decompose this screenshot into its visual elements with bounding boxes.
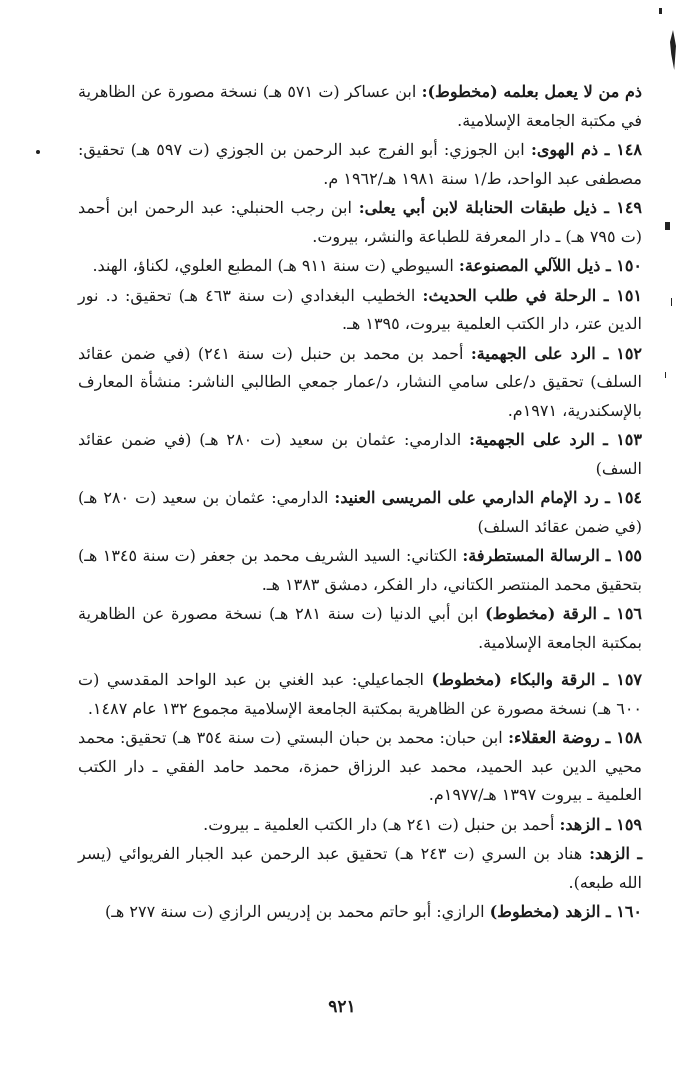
entry-details: أحمد بن محمد بن حنبل (ت سنة ٢٤١) (في ضمن عقائد السلف) تحقيق د/على سامي النشار، د/عمار جمعي الطالبي الناشر: منشأة المعارف بالإسكندرية، ١٩٧١م. — [78, 343, 642, 420]
scan-mark — [659, 8, 662, 14]
entry-title: ـ الزهد: — [589, 844, 643, 863]
entry-title: ١٥٩ ـ الزهد: — [559, 814, 642, 834]
page-number: ٩٢١ — [328, 997, 356, 1017]
bibliography-entry — [78, 78, 642, 135]
bibliography-entry — [78, 252, 642, 281]
entry-title: ١٥٣ ـ الرد على الجهمية: — [469, 430, 642, 449]
entry-details: ابن رجب الحنبلي: عبد الرحمن ابن أحمد (ت ٧٩٥ هـ) ـ دار المعرفة للطباعة والنشر، بيروت. — [78, 198, 642, 246]
entry-title: ١٤٨ ـ ذم الهوى: — [530, 140, 642, 159]
entry-details: ابن أبي الدنيا (ت سنة ٢٨١ هـ) نسخة مصورة عن الظاهرية بمكتبة الجامعة الإسلامية. — [78, 604, 642, 652]
entry-details: الرازي: أبو حاتم محمد بن إدريس الرازي (ت سنة ٢٧٧ هـ) — [104, 902, 490, 921]
entry-details: ابن الجوزي: أبو الفرج عبد الرحمن بن الجوزي (ت ٥٩٧ هـ) تحقيق: مصطفى عبد الواحد، ط/١ سنة ١٩٨١ هـ/١٩٦٢ م. — [78, 140, 642, 188]
entry-details: السيوطي (ت سنة ٩١١ هـ) المطبع العلوي، لكناؤ، الهند. — [92, 256, 459, 275]
entry-details: ابن حبان: محمد بن حبان البستي (ت سنة ٣٥٤ هـ) تحقيق: محمد محيي الدين عبد الحميد، محمد عبد الرزاق حمزة، محمد حامد الفقي ـ دار الكتب العلمية ـ بيروت ١٣٩٧ هـ/١٩٧٧م. — [78, 728, 642, 804]
bibliography-entry — [78, 666, 642, 723]
entry-details: الدارمي: عثمان بن سعيد (ت ٢٨٠ هـ) (في ضمن عقائد السف) — [78, 430, 642, 478]
bibliography-entry — [78, 542, 642, 599]
entry-title: ١٥٢ ـ الرد على الجهمية: — [470, 343, 643, 363]
bibliography-entry — [78, 282, 642, 339]
bibliography-entry — [78, 600, 642, 657]
bibliography-entry — [78, 194, 642, 251]
entry-details: ابن عساكر (ت ٥٧١ هـ) نسخة مصورة عن الظاهرية في مكتبة الجامعة الإسلامية. — [78, 82, 642, 130]
entry-details: الخطيب البغدادي (ت سنة ٤٦٣ هـ) تحقيق: د. نور الدين عتر، دار الكتب العلمية بيروت، ١٣٩٥ هـ. — [78, 285, 642, 333]
scan-mark — [671, 298, 672, 306]
entry-title: ١٥٤ ـ رد الإمام الدارمي على المريسى العنيد: — [334, 488, 643, 507]
bibliography-entry — [78, 340, 642, 426]
bibliography-list — [78, 78, 642, 928]
bibliography-entry — [78, 811, 642, 840]
entry-title: ذم من لا يعمل بعلمه (مخطوط): — [421, 82, 643, 101]
bibliography-entry — [78, 484, 642, 541]
entry-details: أحمد بن حنبل (ت ٢٤١ هـ) دار الكتب العلمية ـ بيروت. — [203, 814, 560, 834]
bibliography-entry — [78, 426, 642, 483]
entry-details: الكتاني: السيد الشريف محمد بن جعفر (ت سنة ١٣٤٥ هـ) بتحقيق محمد المنتصر الكتاني، دار الفكر، دمشق ١٣٨٣ هـ. — [78, 546, 642, 594]
entry-title: ١٥٧ ـ الرقة والبكاء (مخطوط) — [431, 670, 642, 689]
entry-title: ١٥٠ ـ ذيل اللآلي المصنوعة: — [458, 256, 642, 275]
entry-title: ١٥٨ ـ روضة العقلاء: — [508, 728, 643, 747]
scan-mark — [665, 372, 666, 378]
entry-title: ١٦٠ ـ الزهد (مخطوط) — [489, 902, 642, 921]
entry-details: هناد بن السري (ت ٢٤٣ هـ) تحقيق عبد الرحمن عبد الجبار الفريوائي (يسر الله طبعه). — [78, 844, 642, 892]
entry-title: ١٥١ ـ الرحلة في طلب الحديث: — [422, 285, 643, 305]
bibliography-entry — [78, 136, 642, 193]
bibliography-entry — [78, 898, 642, 927]
entry-details: الدارمي: عثمان بن سعيد (ت ٢٨٠ هـ) (في ضمن عقائد السلف) — [78, 488, 642, 536]
bibliography-entry — [78, 724, 642, 810]
scan-mark — [36, 150, 40, 154]
entry-title: ١٥٦ ـ الرقة (مخطوط) — [485, 604, 643, 623]
scan-mark — [670, 30, 676, 70]
entry-title: ١٤٩ ـ ذيل طبقات الحنابلة لابن أبي يعلى: — [358, 198, 643, 217]
spacer — [78, 658, 642, 666]
bibliography-entry — [78, 840, 642, 897]
scan-mark — [665, 222, 670, 230]
entry-details: الجماعيلي: عبد الغني بن عبد الواحد المقدسي (ت ٦٠٠ هـ) نسخة مصورة عن الظاهرية بمكتبة الجامعة الإسلامية مجموع ١٣٢ عام ١٤٨٧. — [78, 670, 642, 718]
entry-title: ١٥٥ ـ الرسالة المستطرفة: — [462, 546, 642, 565]
